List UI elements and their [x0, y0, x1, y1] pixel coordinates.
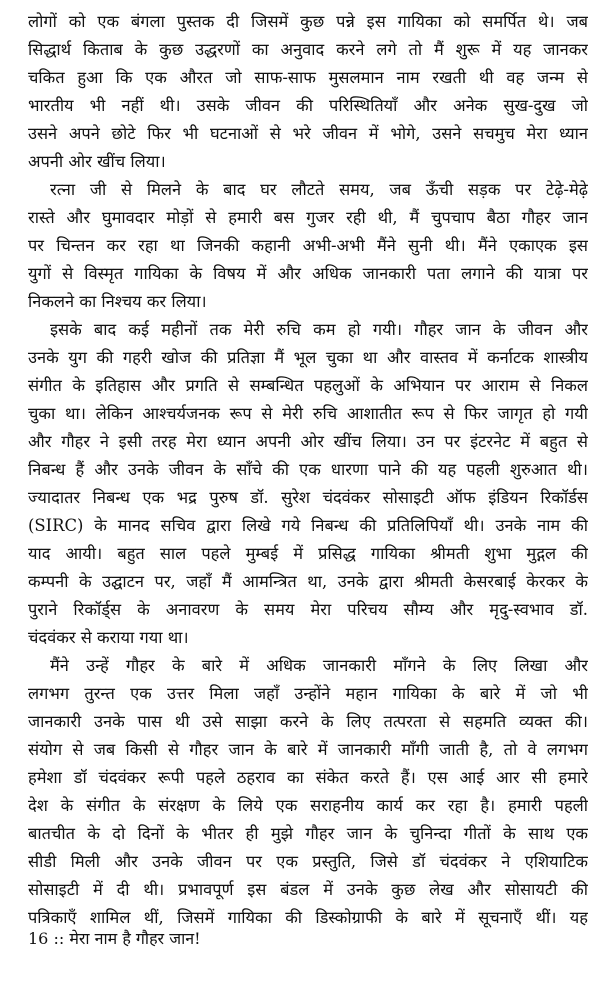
text-line: हमेशा डॉ चंदवंकर रूपी पहले ठहराव का संकेत करते हैं। एस आई आर सी हमारे	[28, 768, 588, 787]
text-line: चकित हुआ कि एक औरत जो साफ-साफ मुसलमान नाम रखती थी वह जन्म से	[28, 68, 588, 87]
text-line: ज्यादातर निबन्ध एक भद्र पुरुष डॉ. सुरेश चंदवंकर सोसाइटी ऑफ इंडियन रिकॉर्डस	[28, 488, 588, 507]
text-line: निकलने का निश्चय कर लिया।	[28, 292, 207, 311]
body-text	[28, 8, 588, 932]
text-line: उनके युग की गहरी खोज की प्रतिज्ञा मैं भूल चुका था और वास्तव में कर्नाटक शास्त्रीय	[28, 348, 588, 367]
text-line: सिद्धार्थ किताब के कुछ उद्धरणों का अनुवाद करने लगे तो मैं शुरू में यह जानकर	[28, 40, 588, 59]
paragraph	[28, 316, 588, 652]
text-line: लोगों को एक बंगला पुस्तक दी जिसमें कुछ पन्ने इस गायिका को समर्पित थे। जब	[28, 12, 588, 31]
text-line: चंदवंकर से कराया गया था।	[28, 628, 189, 647]
text-line: और गौहर ने इसी तरह मेरा ध्यान अपनी ओर खींच लिया। उन पर इंटरनेट में बहुत से	[28, 432, 588, 451]
text-line: बातचीत के दो दिनों के भीतर ही मुझे गौहर जान के चुनिन्दा गीतों के साथ एक	[28, 824, 588, 843]
text-line: इसके बाद कई महीनों तक मेरी रुचि कम हो गयी। गौहर जान के जीवन और	[50, 320, 588, 339]
text-line: युगों से विस्मृत गायिका के विषय में और अधिक जानकारी पता लगाने की यात्रा पर	[28, 264, 588, 283]
text-line: उसने अपने छोटे फिर भी घटनाओं से भरे जीवन में भोगे, उसने सचमुच मेरा ध्यान	[28, 124, 588, 143]
text-line: कम्पनी के उद्घाटन पर, जहाँ मैं आमन्त्रित था, उनके द्वारा श्रीमती केसरबाई केरकर के	[28, 572, 588, 591]
paragraph	[28, 176, 588, 316]
text-line: पत्रिकाएँ शामिल थीं, जिसमें गायिका की डिस्कोग्राफी के बारे में सूचनाएँ थीं। यह	[28, 908, 588, 927]
text-line: याद आयी। बहुत साल पहले मुम्बई में प्रसिद्ध गायिका श्रीमती शुभा मुद्गल की	[28, 544, 588, 563]
text-line: पर चिन्तन कर रहा था जिनकी कहानी अभी-अभी मैंने सुनी थी। मैंने एकाएक इस	[28, 236, 588, 255]
text-line: निबन्ध हैं और उनके जीवन के साँचे की एक धारणा पाने की यह पहली शुरुआत थी।	[28, 460, 588, 479]
text-line: संयोग से जब किसी से गौहर जान के बारे में जानकारी माँगी जाती है, तो वे लगभग	[28, 740, 588, 759]
text-line: (SIRC) के मानद सचिव द्वारा लिखे गये निबन्ध की प्रतिलिपियाँ थी। उनके नाम की	[28, 516, 588, 535]
text-line: लगभग तुरन्त एक उत्तर मिला जहाँ उन्होंने महान गायिका के बारे में जो भी	[28, 684, 588, 703]
text-line: देश के संगीत के संरक्षण के लिये एक सराहनीय कार्य कर रहा है। हमारी पहली	[28, 796, 588, 815]
paragraph	[28, 652, 588, 932]
page-footer: 16 :: मेरा नाम है गौहर जान!	[28, 929, 201, 948]
text-line: सोसाइटी में दी थी। प्रभावपूर्ण इस बंडल में उनके कुछ लेख और सोसायटी की	[28, 880, 588, 899]
text-line: रास्ते और घुमावदार मोड़ों से हमारी बस गुजर रही थी, मैं चुपचाप बैठा गौहर जान	[28, 208, 588, 227]
text-line: जानकारी उनके पास थी उसे साझा करने के लिए तत्परता से सहमति व्यक्त की।	[28, 712, 588, 731]
paragraph	[28, 8, 588, 176]
text-line: अपनी ओर खींच लिया।	[28, 152, 166, 171]
text-line: रत्ना जी से मिलने के बाद घर लौटते समय, जब ऊँची सड़क पर टेढ़े-मेढ़े	[50, 180, 588, 199]
text-line: पुराने रिकॉर्ड्स के अनावरण के समय मेरा परिचय सौम्य और मृदु-स्वभाव डॉ.	[28, 600, 588, 619]
text-line: चुका था। लेकिन आश्चर्यजनक रूप से मेरी रुचि आशातीत रूप से फिर जागृत हो गयी	[28, 404, 588, 423]
text-line: संगीत के इतिहास और प्रगति से सम्बन्धित पहलुओं के अभियान पर आराम से निकल	[28, 376, 588, 395]
text-line: मैंने उन्हें गौहर के बारे में अधिक जानकारी माँगने के लिए लिखा और	[50, 656, 588, 675]
text-line: सीडी मिली और उनके जीवन पर एक प्रस्तुति, जिसे डॉ चंदवंकर ने एशियाटिक	[28, 852, 588, 871]
text-line: भारतीय भी नहीं थी। उसके जीवन की परिस्थितियाँ और अनेक सुख-दुख जो	[28, 96, 588, 115]
